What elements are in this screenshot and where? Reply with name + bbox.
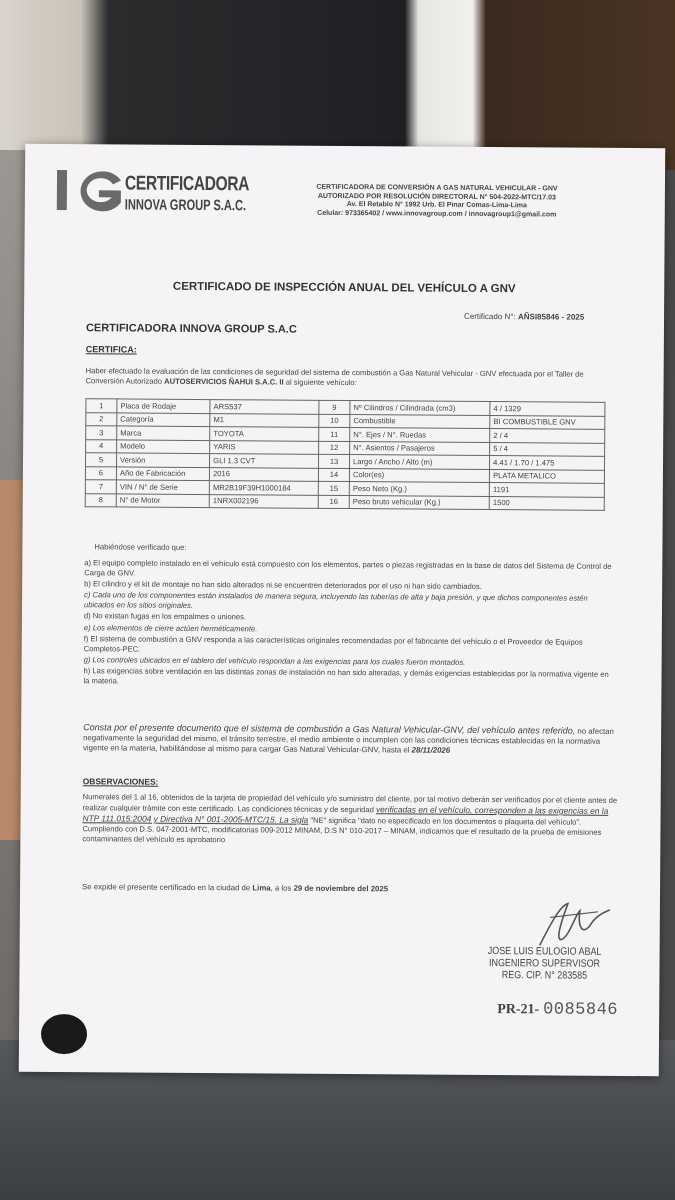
cell-value: 1500	[489, 496, 604, 510]
cell-label: N° de Motor	[116, 493, 209, 507]
cell-label: Nº Cilindros / Cilindrada (cm3)	[350, 401, 490, 415]
check-item: h) Las exigencias sobre ventilación en las distintas zonas de instalación no han sido alteradas, y demás exigencias establecidas por la normativa vigente en la materia.	[83, 666, 609, 686]
intro-taller: AUTOSERVICIOS ÑAHUI S.A.C. II	[164, 376, 284, 387]
cell-label: N°. Ejes / N°. Ruedas	[350, 428, 490, 442]
valid-until-date: 28/11/2026	[411, 745, 451, 755]
intro-suffix: al siguiente vehículo:	[285, 377, 357, 388]
cell-label: Versión	[116, 453, 209, 467]
cell-number: 7	[85, 480, 116, 494]
signer-name: JOSE LUIS EULOGIO ABAL	[487, 945, 602, 958]
cell-label: Peso Neto (Kg.)	[349, 482, 489, 496]
cell-label: N°. Asientos / Pasajeros	[350, 441, 490, 455]
signer-block	[464, 945, 626, 982]
obs-text-2: "NE" significa "dato no especificado en los documentos o plaqueta del vehículo".	[310, 815, 582, 827]
cell-value: 5 / 4	[490, 442, 605, 456]
cell-number: 6	[85, 466, 116, 480]
check-item: e) Los elementos de cierre actúen herméticamente.	[83, 622, 258, 634]
cell-value: GLI 1.3 CVT	[210, 454, 319, 468]
check-item: c) Cada uno de los componentes están instalados de manera segura, incluyendo las tuberías de alta y baja presión, y que dichos componentes estén ubicados en los sitios originales.	[83, 590, 588, 611]
check-item: b) El cilindro y el kit de montaje no han sido alterados ni se encuentren deteriorados por el uso ni han sido cambiados.	[84, 579, 482, 592]
cell-number: 14	[318, 468, 349, 482]
punch-hole	[41, 1014, 87, 1054]
signer-role: INGENIERO SUPERVISOR	[489, 957, 601, 970]
cell-label: Color(es)	[349, 468, 489, 482]
verified-intro: Habiéndose verificado que:	[94, 542, 187, 552]
consta-handwritten: Consta por el presente documento que el sistema de combustión a Gas Natural Vehicular-GNV, del vehículo antes referido,	[83, 722, 576, 736]
certifica-heading: CERTIFICA:	[85, 344, 137, 355]
check-item: g) Los controles ubicados en el tablero del vehículo respondan a las exigencias para los cuales fueron montados.	[83, 655, 466, 668]
cell-number: 3	[86, 426, 117, 440]
signer-reg: REG. CIP. N° 283585	[501, 969, 588, 982]
cell-number: 12	[319, 441, 350, 455]
certificate-number	[464, 312, 584, 322]
observations-heading: OBSERVACIONES:	[82, 776, 159, 787]
cell-label: Peso bruto vehicular (Kg.)	[349, 495, 489, 509]
checks-list	[83, 558, 614, 691]
issue-mid: , a los	[270, 883, 292, 893]
certificate-number-label: Certificado N°:	[464, 311, 516, 322]
company-name: CERTIFICADORA INNOVA GROUP S.A.C	[85, 322, 297, 336]
cell-number: 5	[85, 453, 116, 467]
issue-city: Lima	[252, 883, 271, 893]
cell-value: 2 / 4	[490, 429, 605, 443]
issue-date: 29 de noviembre del 2025	[293, 883, 389, 894]
cell-number: 15	[318, 481, 349, 495]
cell-number: 8	[85, 493, 116, 507]
obs-text-1: Numerales del 1 al 16, obtenidos de la tarjeta de propiedad del vehículo y/o suministro del cliente, por tal motivo deberán ser verificados por el cliente antes de realizar cualquier trámite con este certificado. Las condiciones técnicas y de seguridad	[82, 792, 618, 815]
cell-number: 10	[319, 414, 350, 428]
header-line: AUTORIZADO POR RESOLUCIÓN DIRECTORAL N° 504-2022-MTC/17.03	[317, 192, 556, 202]
cell-value: ARS537	[210, 400, 319, 414]
cell-label: Placa de Rodaje	[117, 399, 210, 413]
issue-prefix: Se expide el presente certificado en la ciudad de	[82, 882, 251, 893]
cell-value: YARIS	[210, 440, 319, 454]
brand-subname: INNOVA GROUP S.A.C.	[124, 196, 247, 215]
cell-label: Combustible	[350, 414, 490, 428]
check-item: d) No existan fugas en los empalmes o uniones.	[83, 611, 247, 622]
serial-number	[497, 1000, 618, 1020]
document-title: CERTIFICADO DE INSPECCIÓN ANUAL DEL VEHÍCULO A GNV	[172, 280, 516, 296]
cell-label: Marca	[117, 426, 210, 440]
header-info	[287, 184, 587, 220]
cell-value: 1191	[489, 483, 604, 497]
cell-value: 1NRX002196	[209, 494, 318, 508]
cell-value: TOYOTA	[210, 427, 319, 441]
consta-text: no afectan negativamente la seguridad del mismo, el tránsito terrestre, el medio ambiente o incumplen con las condiciones técnicas establecidas en la normativa vigente en la materia, habilitándose al mismo para cargar Gas Natural Vehicular-GNV, hasta el	[83, 726, 614, 755]
cell-label: Categoría	[117, 412, 210, 426]
cell-value: 4 / 1329	[490, 402, 605, 416]
certificate-sheet	[19, 144, 665, 1076]
obs-handwritten: verificadas en el vehículo, corresponden a las exigencias en la NTP 111.015:2004 y Directiva N° 001-2005-MTC/15. La sigla	[82, 804, 609, 825]
consta-paragraph	[83, 722, 623, 757]
header-line: CERTIFICADORA DE CONVERSIÓN A GAS NATURAL VEHICULAR - GNV	[316, 183, 558, 193]
cell-number: 9	[319, 400, 350, 414]
ig-logo-icon	[55, 166, 127, 217]
cell-value: M1	[210, 413, 319, 427]
vehicle-table	[85, 398, 606, 511]
cell-value: MR2B19F39H1000184	[209, 481, 318, 495]
intro-prefix: Haber efectuado la evaluación de las condiciones de seguridad del sistema de combustión a Gas Natural Vehicular - GNV efectuada por el Taller de Conversión Autorizado	[85, 366, 584, 386]
cell-number: 11	[319, 427, 350, 441]
check-item: f) El sistema de combustión a GNV responda a las características originales recomendadas por el fabricante del vehículo o el Proveedor de Equipos Completos-PEC.	[83, 634, 583, 654]
cell-number: 2	[86, 412, 117, 426]
serial-prefix: PR-21-	[497, 1002, 540, 1018]
certificate-number-value: AÑSI85846 - 2025	[517, 312, 585, 322]
obs-text-3: Cumpliendo con D.S. 047-2001-MTC, modificatorias 009-2012 MINAM, D.S N° 010-2017 – MINAM, indicamos que el resultado de la prueba de emisiones contaminantes del vehículo es aprobatorio	[82, 824, 602, 845]
cell-value: 4.41 / 1.70 / 1.475	[490, 456, 605, 470]
cell-label: Año de Fabricación	[116, 466, 209, 480]
check-item: a) El equipo completo instalado en el vehículo está compuesto con los elementos, partes o piezas registradas en la base de datos del Sistema de Control de Carga de GNV.	[84, 558, 612, 578]
intro-paragraph	[86, 366, 606, 390]
observations-text	[82, 792, 622, 848]
cell-value: PLATA METALICO	[490, 469, 605, 483]
cell-label: Modelo	[117, 439, 210, 453]
header-line: Av. El Retablo N° 1992 Urb. El Pinar Comas-Lima-Lima	[346, 201, 527, 210]
cell-value: 2016	[210, 467, 319, 481]
cell-label: VIN / N° de Serie	[116, 480, 209, 494]
cell-value: BI COMBUSTIBLE GNV	[490, 415, 605, 429]
cell-label: Largo / Ancho / Alto (m)	[350, 455, 490, 469]
cell-number: 13	[319, 454, 350, 468]
header-line: Celular: 973365402 / www.innovagroup.com / innovagroup1@gmail.com	[317, 209, 557, 219]
cell-number: 4	[86, 439, 117, 453]
issue-statement	[82, 882, 388, 893]
cell-number: 1	[86, 399, 117, 413]
serial-value: 0085846	[543, 1000, 619, 1020]
cell-number: 16	[318, 495, 349, 509]
vehicle-row	[85, 493, 604, 510]
brand-name: CERTIFICADORA	[124, 172, 250, 196]
